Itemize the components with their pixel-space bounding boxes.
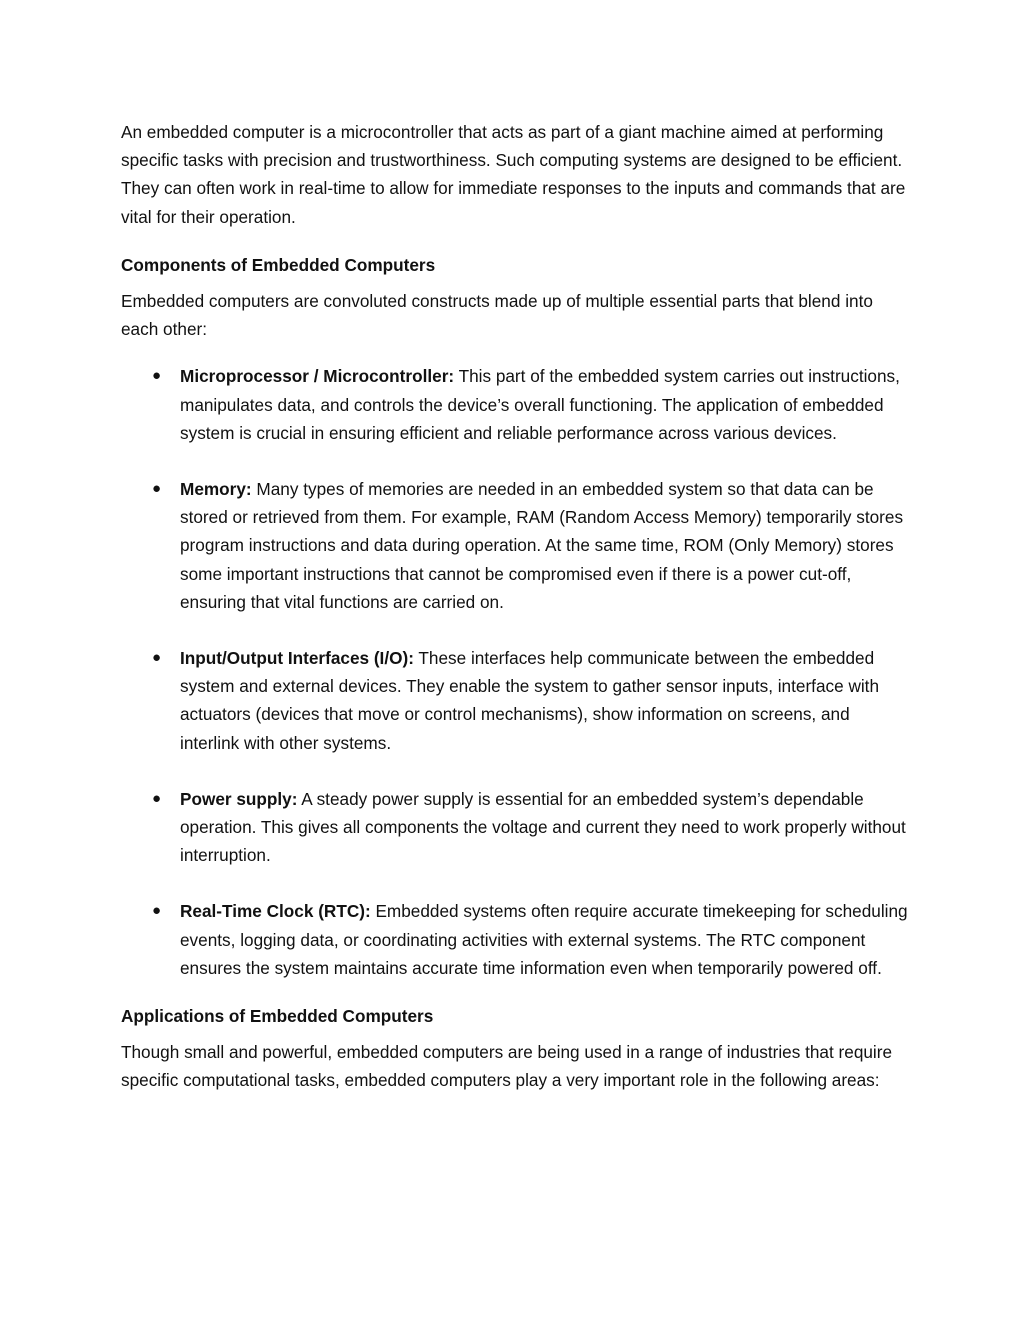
components-lead-paragraph: Embedded computers are convoluted constructs made up of multiple essential parts that blend into each other: xyxy=(121,291,873,340)
intro-paragraph: An embedded computer is a microcontroller that acts as part of a giant machine aimed at performing specific tasks with precision and trustworthiness. Such computing systems are designed to be efficient. They can often work in real-time to allow for immediate responses to the inputs and commands that are vital for their operation. xyxy=(121,122,906,227)
components-list xyxy=(121,362,911,982)
list-item-term: Microprocessor / Microcontroller: xyxy=(180,366,455,387)
list-item-term: Memory: xyxy=(180,479,252,500)
list-item-microprocessor xyxy=(121,362,911,447)
list-item-text: Embedded systems often require accurate timekeeping for scheduling events, logging data, or coordinating activities with external systems. The RTC component ensures the system maintains accurate time information even when temporarily powered off. xyxy=(180,901,908,978)
bullet-icon: ● xyxy=(152,789,162,807)
list-item-power-supply xyxy=(121,785,911,870)
list-item-text: These interfaces help communicate between the embedded system and external devices. They enable the system to gather sensor inputs, interface with actuators (devices that move or control mechanisms), show information on screens, and interlink with other systems. xyxy=(180,648,880,753)
list-item-memory xyxy=(121,475,911,616)
list-item-term: Input/Output Interfaces (I/O): xyxy=(180,648,414,669)
list-item-text: A steady power supply is essential for an embedded system’s dependable operation. This gives all components the voltage and current they need to work properly without interruption. xyxy=(180,788,906,866)
components-heading: Components of Embedded Computers xyxy=(121,254,436,275)
list-item-io-interfaces xyxy=(121,644,911,757)
bullet-icon: ● xyxy=(152,902,162,920)
applications-heading: Applications of Embedded Computers xyxy=(121,1006,434,1027)
list-item-term: Power supply: xyxy=(180,788,298,809)
list-item-text: This part of the embedded system carries out instructions, manipulates data, and controls the device’s overall functioning. The application of embedded system is crucial in ensuring efficient and reliable performance across various devices. xyxy=(180,366,900,443)
bullet-icon: ● xyxy=(152,649,162,667)
document-page xyxy=(121,118,911,1095)
list-item-rtc xyxy=(121,897,911,982)
list-item-text: Many types of memories are needed in an embedded system so that data can be stored or retrieved from them. For example, RAM (Random Access Memory) temporarily stores program instructions and data during operation. At the same time, ROM (Only Memory) stores some important instructions that cannot be compromised even if there is a power cut-off, ensuring that vital functions are carried on. xyxy=(180,479,904,612)
bullet-icon: ● xyxy=(152,480,162,498)
bullet-icon: ● xyxy=(152,367,162,385)
applications-lead-paragraph: Though small and powerful, embedded computers are being used in a range of industries that require specific computational tasks, embedded computers play a very important role in the following areas: xyxy=(121,1042,893,1091)
list-item-term: Real-Time Clock (RTC): xyxy=(180,901,371,922)
